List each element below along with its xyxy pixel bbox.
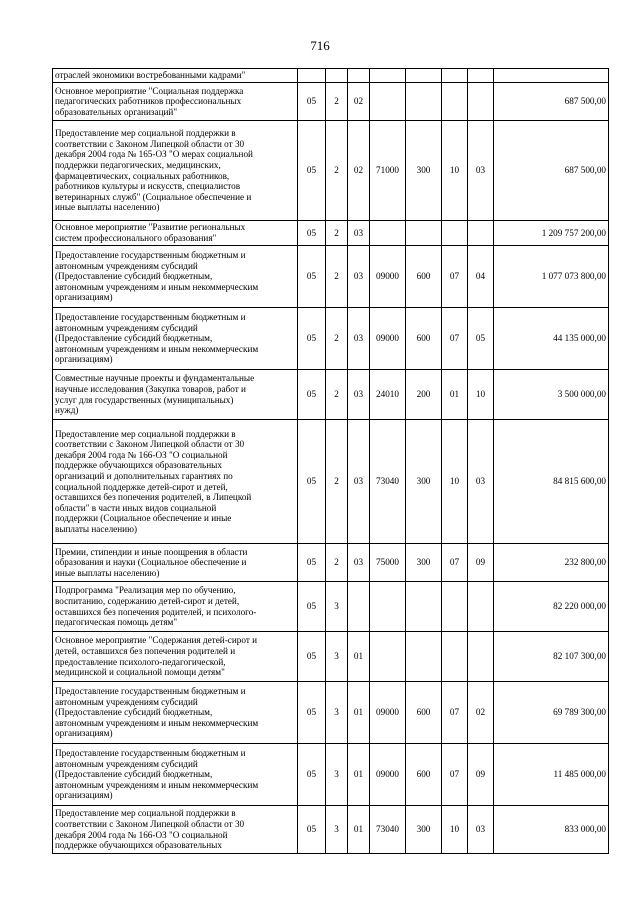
budget-item-name (53, 632, 298, 682)
section-code: 05 (298, 582, 326, 632)
section-code: 05 (298, 83, 326, 121)
budget-item-name (53, 582, 298, 632)
budget-item-name (53, 246, 298, 308)
subprogram-code: 01 (348, 744, 370, 806)
section-code: 05 (298, 221, 326, 246)
target-article-code: 09000 (370, 308, 406, 370)
budget-item-text: Предоставление государственным бюджетным и автономным учреждениям субсидий (Предоставление субсидий бюджетным, автономным учреждениям и иным некоммерческим организациям) (55, 250, 259, 303)
chapter-code: 01 (442, 370, 468, 420)
section-code: 05 (298, 806, 326, 854)
table-row (53, 420, 609, 544)
budget-item-text: Предоставление государственным бюджетным и автономным учреждениям субсидий (Предоставление субсидий бюджетным, автономным учреждениям и иным некоммерческим организациям) (55, 748, 259, 801)
subprogram-code: 01 (348, 682, 370, 744)
amount: 11 485 000,00 (494, 744, 609, 806)
amount: 3 500 000,00 (494, 370, 609, 420)
paragraph-code: 04 (468, 246, 494, 308)
paragraph-code: 09 (468, 744, 494, 806)
target-article-code (370, 582, 406, 632)
amount: 82 107 300,00 (494, 632, 609, 682)
section-code: 05 (298, 420, 326, 544)
section-code (298, 69, 326, 83)
budget-item-name (53, 420, 298, 544)
amount: 232 800,00 (494, 544, 609, 582)
amount (494, 69, 609, 83)
target-article-code (370, 83, 406, 121)
subsection-code: 3 (326, 632, 348, 682)
expense-type-code (406, 582, 442, 632)
budget-item-text: отраслей экономики востребованными кадрами" (55, 70, 246, 81)
section-code: 05 (298, 246, 326, 308)
subprogram-code (348, 69, 370, 83)
subprogram-code: 03 (348, 246, 370, 308)
paragraph-code: 09 (468, 544, 494, 582)
budget-item-text: Основное мероприятие "Содержания детей-сирот и детей, оставшихся без попечения родителей и предоставление психолого-педагогической, медицинской и социальной помощи детям" (55, 635, 258, 678)
subsection-code: 2 (326, 221, 348, 246)
amount: 82 220 000,00 (494, 582, 609, 632)
subprogram-code: 03 (348, 308, 370, 370)
budget-item-name (53, 806, 298, 854)
table-row (53, 221, 609, 246)
target-article-code: 09000 (370, 682, 406, 744)
chapter-code: 10 (442, 420, 468, 544)
expense-type-code: 600 (406, 246, 442, 308)
subsection-code: 2 (326, 246, 348, 308)
budget-item-text: Предоставление мер социальной поддержки в соответствии с Законом Липецкой области от 30 декабря 2004 года № 165-ОЗ "О мерах социальной поддержки педагогических, медицинских, фармацевтических, социальных работников, работников культуры и искусств, специалистов ветеринарных служб" (Социальное обеспечение и иные выплаты населению) (55, 128, 253, 213)
table-row (53, 582, 609, 632)
subsection-code: 3 (326, 744, 348, 806)
subsection-code: 3 (326, 806, 348, 854)
target-article-code: 09000 (370, 744, 406, 806)
subsection-code: 2 (326, 83, 348, 121)
page-number: 716 (310, 38, 330, 53)
expense-type-code (406, 632, 442, 682)
paragraph-code (468, 83, 494, 121)
subsection-code: 3 (326, 682, 348, 744)
subprogram-code: 01 (348, 632, 370, 682)
table-row (53, 121, 609, 221)
subprogram-code: 01 (348, 806, 370, 854)
subprogram-code: 02 (348, 121, 370, 221)
subsection-code (326, 69, 348, 83)
paragraph-code: 05 (468, 308, 494, 370)
budget-item-text: Премии, стипендии и иные поощрения в области образования и науки (Социальное обеспечение и иные выплаты населению) (55, 546, 248, 578)
chapter-code (442, 221, 468, 246)
table-row (53, 69, 609, 83)
subprogram-code: 02 (348, 83, 370, 121)
section-code: 05 (298, 744, 326, 806)
expense-type-code: 600 (406, 744, 442, 806)
subsection-code: 2 (326, 308, 348, 370)
table-row (53, 806, 609, 854)
target-article-code (370, 632, 406, 682)
budget-item-text: Основное мероприятие "Социальная поддержка педагогических работников профессиональных образовательных организаций" (55, 85, 244, 117)
subprogram-code: 03 (348, 420, 370, 544)
paragraph-code: 10 (468, 370, 494, 420)
chapter-code: 07 (442, 246, 468, 308)
section-code: 05 (298, 544, 326, 582)
section-code: 05 (298, 370, 326, 420)
table-row (53, 682, 609, 744)
table-row (53, 83, 609, 121)
budget-item-name (53, 121, 298, 221)
budget-item-text: Основное мероприятие "Развитие региональных систем профессионального образования" (55, 222, 246, 243)
table-row (53, 744, 609, 806)
paragraph-code (468, 632, 494, 682)
section-code: 05 (298, 632, 326, 682)
budget-item-text: Предоставление государственным бюджетным и автономным учреждениям субсидий (Предоставление субсидий бюджетным, автономным учреждениям и иным некоммерческим организациям) (55, 686, 259, 739)
chapter-code: 10 (442, 806, 468, 854)
expense-type-code: 600 (406, 682, 442, 744)
budget-table (52, 68, 609, 854)
budget-item-name (53, 682, 298, 744)
amount: 69 789 300,00 (494, 682, 609, 744)
expense-type-code: 300 (406, 806, 442, 854)
target-article-code (370, 69, 406, 83)
chapter-code (442, 69, 468, 83)
budget-item-text: Предоставление государственным бюджетным и автономным учреждениям субсидий (Предоставление субсидий бюджетным, автономным учреждениям и иным некоммерческим организациям) (55, 312, 259, 365)
chapter-code (442, 83, 468, 121)
target-article-code: 73040 (370, 420, 406, 544)
amount: 44 135 000,00 (494, 308, 609, 370)
subprogram-code: 03 (348, 544, 370, 582)
target-article-code: 71000 (370, 121, 406, 221)
amount: 1 077 073 800,00 (494, 246, 609, 308)
expense-type-code: 600 (406, 308, 442, 370)
chapter-code: 07 (442, 544, 468, 582)
target-article-code: 75000 (370, 544, 406, 582)
expense-type-code: 300 (406, 544, 442, 582)
paragraph-code: 03 (468, 420, 494, 544)
expense-type-code (406, 83, 442, 121)
amount: 84 815 600,00 (494, 420, 609, 544)
amount: 687 500,00 (494, 121, 609, 221)
budget-item-name (53, 744, 298, 806)
amount: 1 209 757 200,00 (494, 221, 609, 246)
target-article-code: 73040 (370, 806, 406, 854)
chapter-code: 07 (442, 682, 468, 744)
paragraph-code: 02 (468, 682, 494, 744)
table-row (53, 632, 609, 682)
budget-item-text: Предоставление мер социальной поддержки в соответствии с Законом Липецкой области от 30 декабря 2004 года № 166-ОЗ "О социальной поддержке обучающихся образовательных организаций и дополнительных гарантиях по социальной поддержке детей-сирот и детей, оставшихся без попечения родителей, в Липецкой области" в части иных видов социальной поддержки (Социальное обеспечение и иные выплаты населению) (55, 428, 252, 534)
table-body (53, 69, 609, 854)
paragraph-code (468, 582, 494, 632)
budget-item-name (53, 308, 298, 370)
chapter-code (442, 632, 468, 682)
subsection-code: 2 (326, 544, 348, 582)
section-code: 05 (298, 682, 326, 744)
budget-item-name (53, 544, 298, 582)
chapter-code (442, 582, 468, 632)
subprogram-code: 03 (348, 370, 370, 420)
paragraph-code (468, 69, 494, 83)
target-article-code: 09000 (370, 246, 406, 308)
expense-type-code: 200 (406, 370, 442, 420)
subprogram-code (348, 582, 370, 632)
budget-item-name (53, 221, 298, 246)
section-code: 05 (298, 308, 326, 370)
target-article-code (370, 221, 406, 246)
chapter-code: 10 (442, 121, 468, 221)
target-article-code: 24010 (370, 370, 406, 420)
paragraph-code: 03 (468, 806, 494, 854)
amount: 687 500,00 (494, 83, 609, 121)
subprogram-code: 03 (348, 221, 370, 246)
budget-item-text: Подпрограмма "Реализация мер по обучению, воспитанию, содержанию детей-сирот и детей, оставшихся без попечения родителей, и психолого- педагогическая помощь детям" (55, 585, 257, 628)
chapter-code: 07 (442, 744, 468, 806)
budget-item-name (53, 370, 298, 420)
expense-type-code (406, 221, 442, 246)
expense-type-code: 300 (406, 420, 442, 544)
table-row (53, 370, 609, 420)
subsection-code: 2 (326, 121, 348, 221)
expense-type-code (406, 69, 442, 83)
amount: 833 000,00 (494, 806, 609, 854)
chapter-code: 07 (442, 308, 468, 370)
table-row (53, 544, 609, 582)
subsection-code: 3 (326, 582, 348, 632)
expense-type-code: 300 (406, 121, 442, 221)
paragraph-code (468, 221, 494, 246)
budget-item-text: Предоставление мер социальной поддержки в соответствии с Законом Липецкой области от 30 декабря 2004 года № 166-ОЗ "О социальной поддержке обучающихся образовательных (55, 808, 245, 851)
subsection-code: 2 (326, 370, 348, 420)
table-row (53, 246, 609, 308)
section-code: 05 (298, 121, 326, 221)
budget-item-name (53, 69, 298, 83)
budget-item-text: Совместные научные проекты и фундаментальные научные исследования (Закупка товаров, работ и услуг для государственных (муниципальных) нужд) (55, 373, 255, 416)
paragraph-code: 03 (468, 121, 494, 221)
subsection-code: 2 (326, 420, 348, 544)
table-row (53, 308, 609, 370)
budget-item-name (53, 83, 298, 121)
